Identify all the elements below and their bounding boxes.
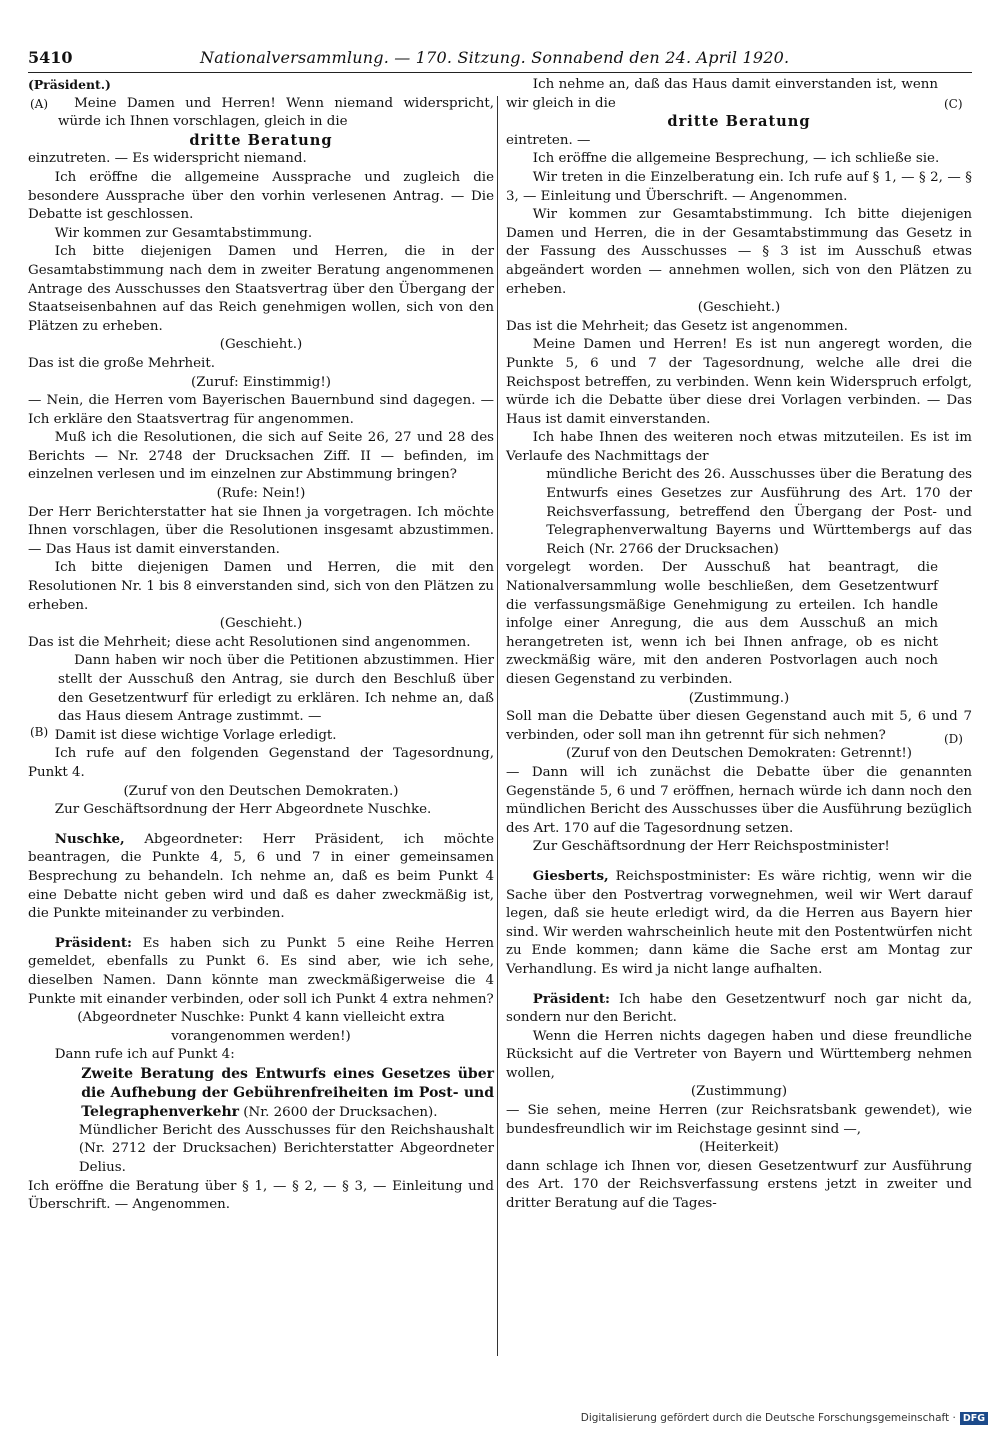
interjection: (Zuruf von den Deutschen Demokraten.) bbox=[123, 783, 399, 799]
paragraph: — Dann will ich zunächst die Debatte über die genannten Gegenstände 5, 6 und 7 eröffnen, hernach würde ich dann noch den mündlichen Bericht des Ausschusses über die Ausführung bezüglich des Art. 170 auf die Tagesordnung setzen. bbox=[506, 764, 972, 836]
speech-giesberts bbox=[506, 867, 972, 980]
spacer bbox=[28, 820, 494, 830]
speech-text: Es haben sich zu Punkt 5 eine Reihe Herren gemeldet, ebenfalls zu Punkt 6. Es sind aber, wie ich sehe, dieselben Namen. Dann könnte man zweckmäßigerweise die 4 Punkte mit einander verbinden, oder soll ich Punkt 4 extra nehmen? bbox=[28, 935, 494, 1007]
paragraph: Das ist die Mehrheit; diese acht Resolutionen sind angenommen. bbox=[28, 634, 471, 650]
spacer bbox=[506, 857, 972, 867]
page-number: 5410 bbox=[28, 48, 73, 67]
interjection: (Geschieht.) bbox=[697, 300, 781, 316]
paragraph: dann schlage ich Ihnen vor, diesen Gesetzentwurf zur Ausführung des Art. 170 der Reichsverfassung erstens jetzt in zweiter und dritter Beratung auf die Tages- bbox=[506, 1158, 972, 1212]
paragraph: Zur Geschäftsordnung der Herr Reichspostminister! bbox=[532, 839, 890, 855]
paragraph: Ich eröffne die allgemeine Aussprache und zugleich die besondere Aussprache über den vorhin verlesenen Antrag. — Die Debatte ist geschlossen. bbox=[28, 169, 494, 223]
speaker-name: Giesberts, bbox=[532, 867, 609, 884]
paragraph: eintreten. — bbox=[506, 132, 591, 148]
paragraph: Das ist die große Mehrheit. bbox=[28, 355, 215, 371]
paragraph: Ich eröffne die Beratung über § 1, — § 2, — § 3, — Einleitung und Überschrift. — Angenommen. bbox=[28, 1178, 494, 1213]
report-citation: mündliche Bericht des 26. Ausschusses über die Beratung des Entwurfs eines Gesetzes zur Ausführung des Art. 170 der Reichsverfassung, betreffend den Übergang der Post- und Telegraphenverwaltung Bayerns und Württembergs auf das Reich (Nr. 2766 der Drucksachen) bbox=[546, 467, 972, 557]
agenda-report: Mündlicher Bericht des Ausschusses für den Reichshaushalt (Nr. 2712 der Drucksachen) Berichterstatter Abgeordneter Delius. bbox=[78, 1122, 494, 1176]
speech-president bbox=[28, 934, 494, 1009]
margin-marker-c: (C) bbox=[944, 97, 963, 111]
paragraph: Dann haben wir noch über die Petitionen abzustimmen. Hier stellt der Ausschuß den Antrag, sie durch den Beschluß über den Gesetzentwurf für erledigt zu erklären. Ich nehme an, daß das Haus diesem Antrage zustimmt. — bbox=[58, 653, 494, 725]
speech-text: Reichspostminister: Es wäre richtig, wenn wir die Sache über den Postvertrag vorwegnehmen, weil wir Wert darauf legen, daß sie heute erledigt wird, da die Herren aus Bayern hier sind. Wir werden wahrscheinlich heute mit den Postentwürfen nicht zu Ende kommen; dann käme die Sache erst am Montag zur Verhandlung. Es wird ja nicht lange aufhalten. bbox=[506, 868, 972, 977]
paragraph: vorgelegt worden. Der Ausschuß hat beantragt, die Nationalversammlung wolle beschließen, dem Gesetzentwurf die verfassungsmäßige Genehmigung zu erteilen. Ich handle infolge einer Anregung, die aus dem Ausschuß an mich herangetreten ist, wenn ich bei Ihnen anfrage, ob es nicht zweckmäßig wäre, mit den anderen Postvorlagen auch noch diesen Gegenstand zu verbinden. bbox=[506, 560, 938, 687]
paragraph: Zur Geschäftsordnung der Herr Abgeordnete Nuschke. bbox=[54, 802, 432, 818]
spacer bbox=[506, 980, 972, 990]
paragraph: — Nein, die Herren vom Bayerischen Bauernbund sind dagegen. — Ich erkläre den Staatsvertrag für angenommen. bbox=[28, 393, 494, 427]
paragraph: — Sie sehen, meine Herren (zur Reichsratsbank gewendet), wie bundesfreundlich wir im Reichstage gesinnt sind —, bbox=[506, 1103, 972, 1137]
interjection: (Heiterkeit) bbox=[699, 1140, 779, 1156]
paragraph: Wir kommen zur Gesamtabstimmung. bbox=[54, 225, 313, 241]
paragraph: Ich habe Ihnen des weiteren noch etwas mitzuteilen. Es ist im Verlaufe des Nachmittags der bbox=[506, 430, 972, 464]
interjection: (Abgeordneter Nuschke: Punkt 4 kann vielleicht extra vorangenommen werden!) bbox=[77, 1010, 445, 1044]
running-title: Nationalversammlung. — 170. Sitzung. Sonnabend den 24. April 1920. bbox=[200, 48, 790, 67]
right-column bbox=[506, 76, 972, 1214]
paragraph: Soll man die Debatte über diesen Gegenstand auch mit 5, 6 und 7 verbinden, oder soll man ihn getrennt für sich nehmen? bbox=[506, 709, 972, 743]
dfg-logo-icon: DFG bbox=[960, 1412, 988, 1425]
margin-marker-d: (D) bbox=[944, 732, 963, 746]
paragraph: Damit ist diese wichtige Vorlage erledigt. bbox=[54, 727, 337, 743]
paragraph: Ich rufe auf den folgenden Gegenstand der Tagesordnung, Punkt 4. bbox=[28, 746, 494, 780]
speaker-name: Nuschke, bbox=[54, 830, 125, 847]
speech-nuschke bbox=[28, 830, 494, 924]
paragraph: Meine Damen und Herren! Wenn niemand widerspricht, würde ich Ihnen vorschlagen, gleich in die bbox=[58, 95, 494, 130]
speaker-continuation-label: (Präsident.) bbox=[28, 77, 111, 92]
paragraph: Der Herr Berichterstatter hat sie Ihnen ja vorgetragen. Ich möchte Ihnen vorschlagen, über die Resolutionen insgesamt abzustimmen. — Das Haus ist damit einverstanden. bbox=[28, 504, 494, 557]
paragraph: Ich eröffne die allgemeine Besprechung, — ich schließe sie. bbox=[532, 151, 940, 167]
interjection: (Rufe: Nein!) bbox=[216, 486, 306, 502]
credit-text: Digitalisierung gefördert durch die Deutsche Forschungsgemeinschaft · bbox=[580, 1412, 956, 1424]
interjection: (Zuruf von den Deutschen Demokraten: Getrennt!) bbox=[566, 746, 912, 762]
speech-text: Abgeordneter: Herr Präsident, ich möchte beantragen, die Punkte 4, 5, 6 und 7 in einer gemeinsamen Besprechung zu behandeln. Ich nehme an, daß es beim Punkt 4 eine Debatte nicht geben wird und daß es daher zweckmäßig ist, die Punkte miteinander zu verbinden. bbox=[28, 831, 494, 922]
agenda-title: Zweite Beratung des Entwurfs eines Gesetzes über die Aufhebung der Gebührenfreiheiten im Post- und Telegraphenverkehr bbox=[81, 1065, 494, 1120]
speaker-name: Präsident: bbox=[532, 990, 610, 1007]
paragraph: Ich bitte diejenigen Damen und Herren, die in der Gesamtabstimmung nach dem in zweiter Beratung angenommenen Antrage des Ausschusses den Staatsvertrag über den Übergang der Staatseisenbahnen auf das Reich genehmigen wollen, sich von den Plätzen zu erheben. bbox=[28, 244, 494, 334]
paragraph: Das ist die Mehrheit; das Gesetz ist angenommen. bbox=[506, 318, 848, 334]
paragraph: Ich nehme an, daß das Haus damit einverstanden ist, wenn wir gleich in die bbox=[506, 77, 938, 111]
page-header bbox=[28, 46, 972, 73]
paragraph: einzutreten. — Es widerspricht niemand. bbox=[28, 151, 307, 167]
margin-marker-b: (B) bbox=[30, 725, 49, 739]
paragraph: Meine Damen und Herren! Es ist nun angeregt worden, die Punkte 5, 6 und 7 der Tagesordnung, welche alle drei die Reichspost betreffen, zu verbinden. Wenn kein Widerspruch erfolgt, würde ich die Debatte über diese drei Vorlagen verbinden. — Das Haus ist damit einverstanden. bbox=[506, 337, 972, 427]
paragraph: Muß ich die Resolutionen, die sich auf Seite 26, 27 und 28 des Berichts — Nr. 2748 der Drucksachen Ziff. II — befinden, im einzelnen verlesen und im einzelnen zur Abstimmung bringen? bbox=[28, 430, 494, 483]
margin-marker-a: (A) bbox=[30, 97, 49, 111]
speaker-name: Präsident: bbox=[54, 934, 132, 951]
paragraph: Dann rufe ich auf Punkt 4: bbox=[54, 1047, 235, 1063]
paragraph: Wir kommen zur Gesamtabstimmung. Ich bitte diejenigen Damen und Herren, die in der Gesamtabstimmung das Gesetz in der Fassung des Ausschusses — § 3 ist im Ausschuß etwas abgeändert worden — annehmen wollen, sich von den Plätzen zu erheben. bbox=[506, 207, 972, 297]
paragraph: Wir treten in die Einzelberatung ein. Ich rufe auf § 1, — § 2, — § 3, — Einleitung und Überschrift. — Angenommen. bbox=[506, 169, 972, 204]
spacer bbox=[28, 924, 494, 934]
interjection: (Zuruf: Einstimmig!) bbox=[191, 374, 331, 390]
paragraph: Ich bitte diejenigen Damen und Herren, die mit den Resolutionen Nr. 1 bis 8 einverstanden sind, sich von den Plätzen zu erheben. bbox=[28, 560, 494, 613]
speech-president bbox=[506, 990, 972, 1028]
speech-text: Ich habe den Gesetzentwurf noch gar nicht da, sondern nur den Bericht. bbox=[506, 991, 972, 1026]
digitization-credit bbox=[581, 1410, 988, 1426]
agenda-reference: (Nr. 2600 der Drucksachen). bbox=[239, 1104, 438, 1120]
section-heading: dritte Beratung bbox=[189, 131, 333, 149]
paragraph: Wenn die Herren nichts dagegen haben und diese freundliche Rücksicht auf die Vertreter von Bayern und Württemberg nehmen wollen, bbox=[506, 1028, 972, 1081]
left-column bbox=[28, 76, 494, 1215]
agenda-item bbox=[81, 1065, 494, 1122]
interjection: (Geschieht.) bbox=[219, 337, 303, 353]
column-divider bbox=[497, 96, 498, 1356]
interjection: (Geschieht.) bbox=[219, 616, 303, 632]
interjection: (Zustimmung) bbox=[690, 1084, 788, 1100]
interjection: (Zustimmung.) bbox=[688, 690, 790, 706]
section-heading: dritte Beratung bbox=[667, 113, 811, 131]
